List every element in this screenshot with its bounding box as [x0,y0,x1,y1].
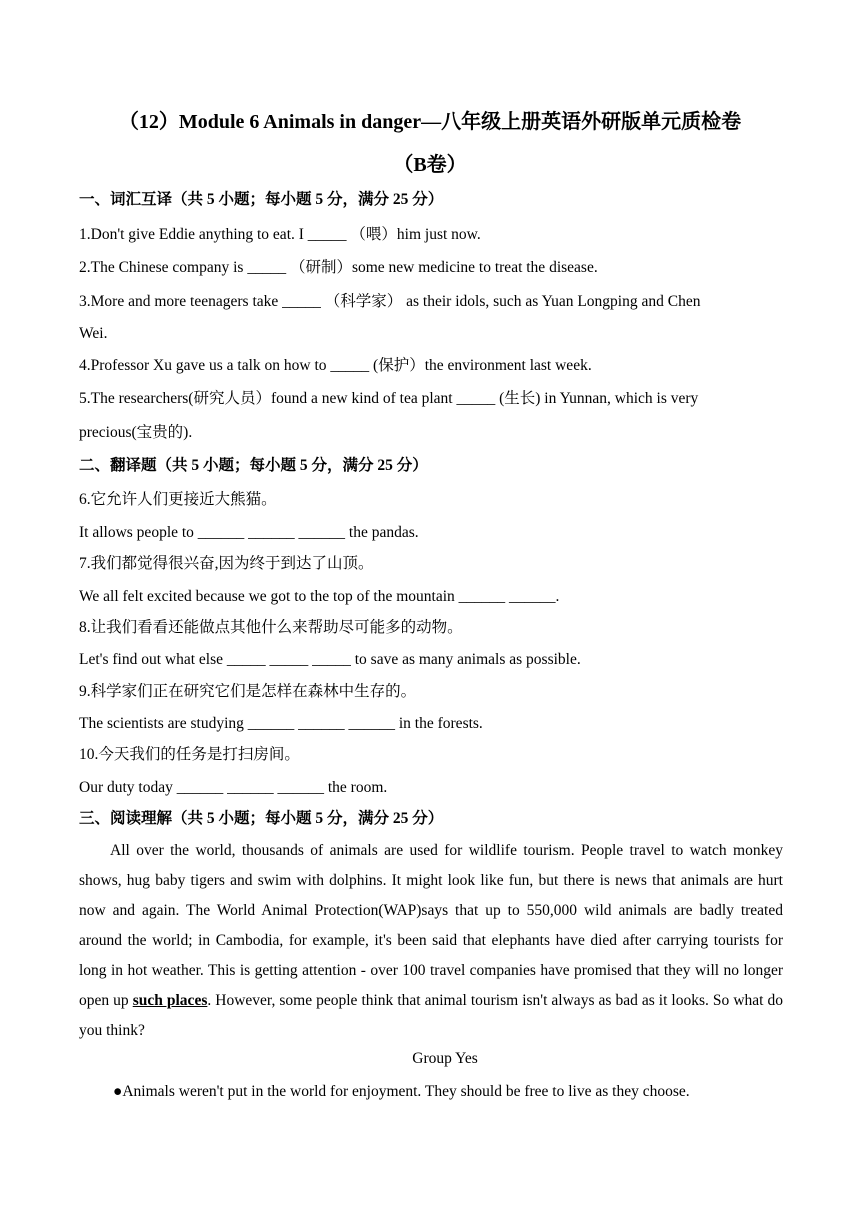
page-subtitle: （B卷） [393,154,467,176]
question-6-english: It allows people to ______ ______ ______ the pandas. [79,524,419,541]
question-10-chinese: 10.今天我们的任务是打扫房间。 [79,746,300,763]
question-10-english: Our duty today ______ ______ ______ the room. [79,779,388,796]
bullet-point: ●Animals weren't put in the world for enjoyment. They should be free to live as they choose. [113,1083,690,1100]
question-2: 2.The Chinese company is _____ （研制）some new medicine to treat the disease. [79,259,598,276]
passage-text-before: All over the world, thousands of animals are used for wildlife tourism. People travel to watch monkey shows, hug baby tigers and swim with dolphins. It might look like fun, but there is news that animals are hurt now and again. The World Animal Protection(WAP)says that up to 550,000 wild animals are badly treated around the world; in Cambodia, for example, it's been said that elephants have died after carrying tourists for long in hot weather. This is getting attention - over 100 travel companies have promised that they will no longer open up [79,842,783,1009]
question-9-english: The scientists are studying ______ ______ ______ in the forests. [79,715,483,732]
section-heading-translation: 二、翻译题（共 5 小题；每小题 5 分，满分 25 分） [79,457,428,474]
question-9-chinese: 9.科学家们正在研究它们是怎样在森林中生存的。 [79,683,417,700]
section-heading-vocabulary: 一、词汇互译（共 5 小题；每小题 5 分，满分 25 分） [79,191,444,208]
question-1: 1.Don't give Eddie anything to eat. I _____ （喂）him just now. [79,226,481,243]
question-7-chinese: 7.我们都觉得很兴奋,因为终于到达了山顶。 [79,555,374,572]
question-5: 5.The researchers(研究人员）found a new kind of tea plant _____ (生长) in Yunnan, which is very [79,390,699,407]
passage-text-after: . However, some people think that animal tourism isn't always as bad as it looks. So what do you think? [79,992,783,1039]
question-8-chinese: 8.让我们看看还能做点其他什么来帮助尽可能多的动物。 [79,619,463,636]
reading-passage [79,836,783,1046]
question-3-continued: Wei. [79,325,108,342]
page-title: （12）Module 6 Animals in danger—八年级上册英语外研版单元质检卷 [118,111,742,133]
group-heading: Group Yes [412,1050,478,1067]
section-heading-reading: 三、阅读理解（共 5 小题；每小题 5 分，满分 25 分） [79,810,444,827]
question-5-continued: precious(宝贵的). [79,424,193,441]
question-3: 3.More and more teenagers take _____ （科学家） as their idols, such as Yuan Longping and Chen [79,293,701,310]
question-7-english: We all felt excited because we got to the top of the mountain ______ ______. [79,588,560,605]
passage-underlined-phrase: such places [132,992,208,1009]
question-8-english: Let's find out what else _____ _____ _____ to save as many animals as possible. [79,651,581,668]
question-6-chinese: 6.它允许人们更接近大熊猫。 [79,491,277,508]
question-4: 4.Professor Xu gave us a talk on how to _____ (保护）the environment last week. [79,357,592,374]
